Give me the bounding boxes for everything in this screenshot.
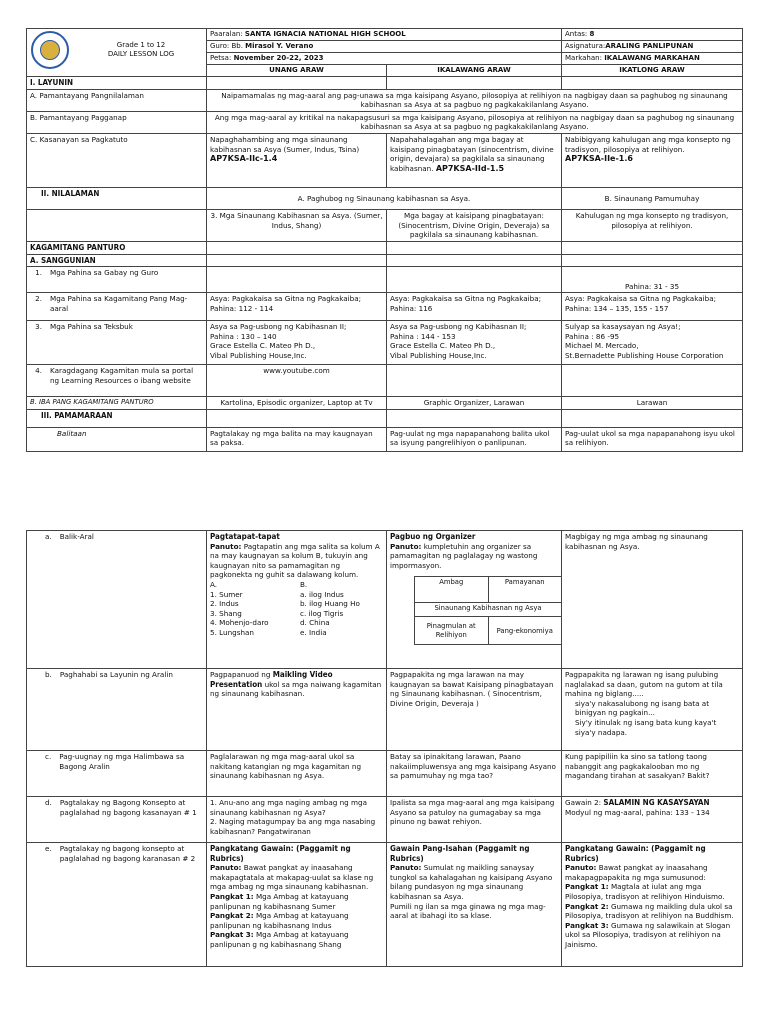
ref-website-day1: www.youtube.com [207, 365, 387, 397]
log-label: DAILY LESSON LOG [107, 50, 175, 58]
nilalaman-day3: Kahulugan ng mga konsepto ng tradisyon, pilosopiya at relihiyon. [562, 209, 743, 241]
grade-label: Grade 1 to 12 [116, 41, 166, 49]
dll-table-page1 [26, 28, 743, 452]
day3-header: IKATLONG ARAW [562, 65, 743, 77]
quarter-cell: Markahan: IKALAWANG MARKAHAN [562, 53, 743, 65]
kasanayan-day2: Napahahalagahan ang mga bagay at kaisipang pinagbatayan (sinocentrism, divine origin, devajara) sa pagkilala sa sinaunang kabihasnan. AP7KSA-IId-1.5 [387, 133, 562, 187]
school-cell: Paaralan: SANTA IGNACIA NATIONAL HIGH SCHOOL [207, 29, 562, 41]
pag-uugnay-label: c. Pag-uugnay ng mga Halimbawa sa Bagong Aralin [27, 751, 207, 797]
pagtalakay1-day1: 1. Anu-ano ang mga naging ambag ng mga sinaunang kabihasnan ng Asya? 2. Naging matagumpay ba ang mga nasabing kabihasnan? Pangatwiranan [207, 797, 387, 843]
paghahabi-day3: Pagpapakita ng larawan ng isang pulubing naglalakad sa daan, gutom na gutom at tila mahina ng biglang..... siya'y nakasalubong ng isang bata at binigyan ng pagkain... Siy'y itinulak ng isang bata kung kaya't siya'y nadapa. [562, 669, 743, 751]
ref-teksbuk: 3. Mga Pahina sa Teksbuk [27, 321, 207, 365]
balitaan-label: Balitaan [27, 427, 207, 451]
iba-pang-kagamitan-day2: Graphic Organizer, Larawan [387, 397, 562, 410]
pamantayang-pagganap-text: Ang mga mag-aaral ay kritikal na nakapagsusuri sa mga kaisipang Asyano, pilosopiya at relihiyon na nagbigay daan sa paghubog ng sinaunang kabihasnan sa Asya at sa pagbuo ng pagkakakilanlang Asyano. [207, 111, 743, 133]
subject-cell: Asignatura:ARALING PANLIPUNAN [562, 41, 743, 53]
pagtalakay1-day3: Gawain 2: SALAMIN NG KASAYSAYAN Modyul ng mag-aaral, pahina: 133 - 134 [562, 797, 743, 843]
pagtalakay1-label: d. Pagtalakay ng Bagong Konsepto at paglalahad ng bagong kasanayan # 1 [27, 797, 207, 843]
organizer-diagram: Ambag Pamayanan Sinaunang Kabihasnan ng Asya Pinagmulan at Relihiyon Pang-ekonomiya [414, 576, 562, 645]
balik-aral-day1: Pagtatapat-tapat Panuto: Pagtapatin ang mga salita sa kolum A na may kaugnayan sa kolum B, tukuyin ang kaugnayan nito sa pamamagitan ng pagkonekta ng guhit sa dalawang kolum. A. 1. Sumer 2. Indus 3. Shang 4. Mohenjo-daro 5. Lungshan B. a. ilog Indus b. ilog Huang Ho c. ilog Tigris d. China e. India [207, 531, 387, 669]
deped-seal-icon [31, 31, 69, 69]
dll-table-page2 [26, 530, 743, 967]
date-cell: Petsa: November 20-22, 2023 [207, 53, 562, 65]
pamantayang-pagganap-label: B. Pamantayang Pagganap [27, 111, 207, 133]
balik-aral-label: a. Balik-Aral [27, 531, 207, 669]
iba-pang-kagamitan-day3: Larawan [562, 397, 743, 410]
sanggunian-title: A. SANGGUNIAN [27, 254, 207, 267]
pagtalakay2-day3: Pangkatang Gawain: (Paggamit ng Rubrics) Panuto: Bawat pangkat ay inaasahang makapagpapakita ng mga sumusunod: Pangkat 1: Magtala at iulat ang mga Pilosopiya, tradisyon at relihiyon Hinduismo. Pangkat 2: Gumawa ng maikling dula ukol sa Pilosopiya, tradisyon at relihiyon na Buddhism. Pangkat 3: Gumawa ng salawikain at Slogan ukol sa Pilosopiya, tradisyon at relihiyon na Jainismo. [562, 843, 743, 967]
balitaan-day1: Pagtalakay ng mga balita na may kaugnayan sa paksa. [207, 427, 387, 451]
day1-header: UNANG ARAW [207, 65, 387, 77]
iba-pang-kagamitan-day1: Kartolina, Episodic organizer, Laptop at Tv [207, 397, 387, 410]
ref-lm-day1: Asya: Pagkakaisa sa Gitna ng Pagkakaiba; Pahina: 112 - 114 [207, 293, 387, 321]
nilalaman-day2: Mga bagay at kaisipang pinagbatayan: (Sinocentrism, Divine Origin, Deveraja) sa pagkilala sa sinaunang kabihasnan. [387, 209, 562, 241]
balitaan-day3: Pag-uulat ukol sa mga napapanahong isyu ukol sa relihiyon. [562, 427, 743, 451]
pamamaraan-title: III. PAMAMARAAN [27, 409, 207, 427]
kasanayan-day3: Nabibigyang kahulugan ang mga konsepto ng tradisyon, pilosopiya at relihiyon. AP7KSA-IIe-1.6 [562, 133, 743, 187]
pag-uugnay-day1: Paglalarawan ng mga mag-aaral ukol sa nakitang katangian ng mga kagamitan ng sinaunang kabihasnan ng Asya. [207, 751, 387, 797]
ref-kagamitang-pang-mag-aaral: 2. Mga Pahina sa Kagamitang Pang Mag-aaral [27, 293, 207, 321]
layunin-title: I. LAYUNIN [27, 77, 207, 90]
ref-gabay-day3: Pahina: 31 - 35 [562, 267, 743, 293]
paghahabi-day1: Pagpapanuod ng Maikling Video Presentation ukol sa mga naiwang kagamitan ng sinaunang kabihasnan. [207, 669, 387, 751]
ref-lm-day3: Asya: Pagkakaisa sa Gitna ng Pagkakaiba; Pahina: 134 – 135, 155 - 157 [562, 293, 743, 321]
ref-teksbuk-day2: Asya sa Pag-usbong ng Kabihasnan II; Pahina : 144 - 153 Grace Estella C. Mateo Ph D., Vibal Publishing House,Inc. [387, 321, 562, 365]
pag-uugnay-day2: Batay sa ipinakitang larawan, Paano nakaiimpluwensya ang mga kaisipang Asyano sa pamumuhay ng mga tao? [387, 751, 562, 797]
nilalaman-main3: B. Sinaunang Pamumuhay [562, 187, 743, 209]
pag-uugnay-day3: Kung papipiliin ka sino sa tatlong taong nabanggit ang pagkakalooban mo ng magandang tirahan at sasakyan? Bakit? [562, 751, 743, 797]
nilalaman-main: A. Paghubog ng Sinaunang kabihasnan sa Asya. [207, 187, 562, 209]
ref-lm-day2: Asya: Pagkakaisa sa Gitna ng Pagkakaiba; Pahina: 116 [387, 293, 562, 321]
pagtalakay2-day1: Pangkatang Gawain: (Paggamit ng Rubrics) Panuto: Bawat pangkat ay inaasahang makapagtatala at makapag-uulat sa klase ng mga ambag ng mga sinaunang kabihasnan. Pangkat 1: Mga Ambag at katayuang panlipunan ng kabihasnang Sumer Pangkat 2: Mga Ambag at katayuang panlipunan ng kabihasnang Indus Pangkat 3: Mga Ambag at katayuang panlipunan g ng kabihasnang Shang [207, 843, 387, 967]
nilalaman-title: II. NILALAMAN [27, 187, 207, 209]
pamantayang-pangnilalaman-text: Naipamamalas ng mag-aaral ang pag-unawa sa mga kaisipang Asyano, pilosopiya at relihiyon na nagbigay daan sa paghubog ng sinaunang kabihasnan sa Asya at sa pagbuo ng pagkakakilanlang Asyano. [207, 89, 743, 111]
teacher-cell: Guro: Bb. Mirasol Y. Verano [207, 41, 562, 53]
paghahabi-label: b. Paghahabi sa Layunin ng Aralin [27, 669, 207, 751]
ref-gabay-guro: 1. Mga Pahina sa Gabay ng Guro [27, 267, 207, 293]
grade-cell: Antas: 8 [562, 29, 743, 41]
balitaan-day2: Pag-uulat ng mga napapanahong balita ukol sa isyung pangrelihiyon o panlipunan. [387, 427, 562, 451]
balik-aral-day3: Magbigay ng mga ambag ng sinaunang kabihasnan ng Asya. [562, 531, 743, 669]
ref-karagdagang-kagamitan: 4. Karagdagang Kagamitan mula sa portal ng Learning Resources o ibang website [27, 365, 207, 397]
balik-aral-day2: Pagbuo ng Organizer Panuto: kumpletuhin ang organizer sa pamamagitan ng paglalagay ng wastong impormasyon. Ambag Pamayanan Sinaunang Kabihasnan ng Asya Pinagmulan at Relihiyon Pang-ekonomiya [387, 531, 562, 669]
pagtalakay2-label: e. Pagtalakay ng bagong konsepto at paglalahad ng bagong karanasan # 2 [27, 843, 207, 967]
kasanayan-label: C. Kasanayan sa Pagkatuto [27, 133, 207, 187]
ref-teksbuk-day3: Sulyap sa kasaysayan ng Asya!; Pahina : 86 -95 Michael M. Mercado, St.Bernadette Publishing House Corporation [562, 321, 743, 365]
kagamitan-title: KAGAMITANG PANTURO [27, 241, 207, 254]
day2-header: IKALAWANG ARAW [387, 65, 562, 77]
pamantayang-pangnilalaman-label: A. Pamantayang Pangnilalaman [27, 89, 207, 111]
iba-pang-kagamitan-label: B. IBA PANG KAGAMITANG PANTURO [27, 397, 207, 410]
ref-teksbuk-day1: Asya sa Pag-usbong ng Kabihasnan II; Pahina : 130 – 140 Grace Estella C. Mateo Ph D., Vibal Publishing House,Inc. [207, 321, 387, 365]
pagtalakay1-day2: Ipalista sa mga mag-aaral ang mga kaisipang Asyano sa patuloy na gumagabay sa mga pinuno ng bawat rehiyon. [387, 797, 562, 843]
pagtalakay2-day2: Gawain Pang-Isahan (Paggamit ng Rubrics) Panuto: Sumulat ng maikling sanaysay tungkol sa kahalagahan ng kaisipang Asyano bilang pundasyon ng mga sinaunang kabihasnan sa Asya. Pumili ng ilan sa mga ginawa ng mga mag-aaral at ibahagi ito sa klase. [387, 843, 562, 967]
paghahabi-day2: Pagpapakita ng mga larawan na may kaugnayan sa bawat Kaisipang pinagbatayan ng Sinaunang kabihasnan. ( Sinocentrism, Divine Origin, Deveraja ) [387, 669, 562, 751]
header-left [27, 29, 207, 77]
nilalaman-day1: 3. Mga Sinaunang Kabihasnan sa Asya. (Sumer, Indus, Shang) [207, 209, 387, 241]
kasanayan-day1: Napaghahambing ang mga sinaunang kabihasnan sa Asya (Sumer, Indus, Tsina) AP7KSA-IIc-1.4 [207, 133, 387, 187]
